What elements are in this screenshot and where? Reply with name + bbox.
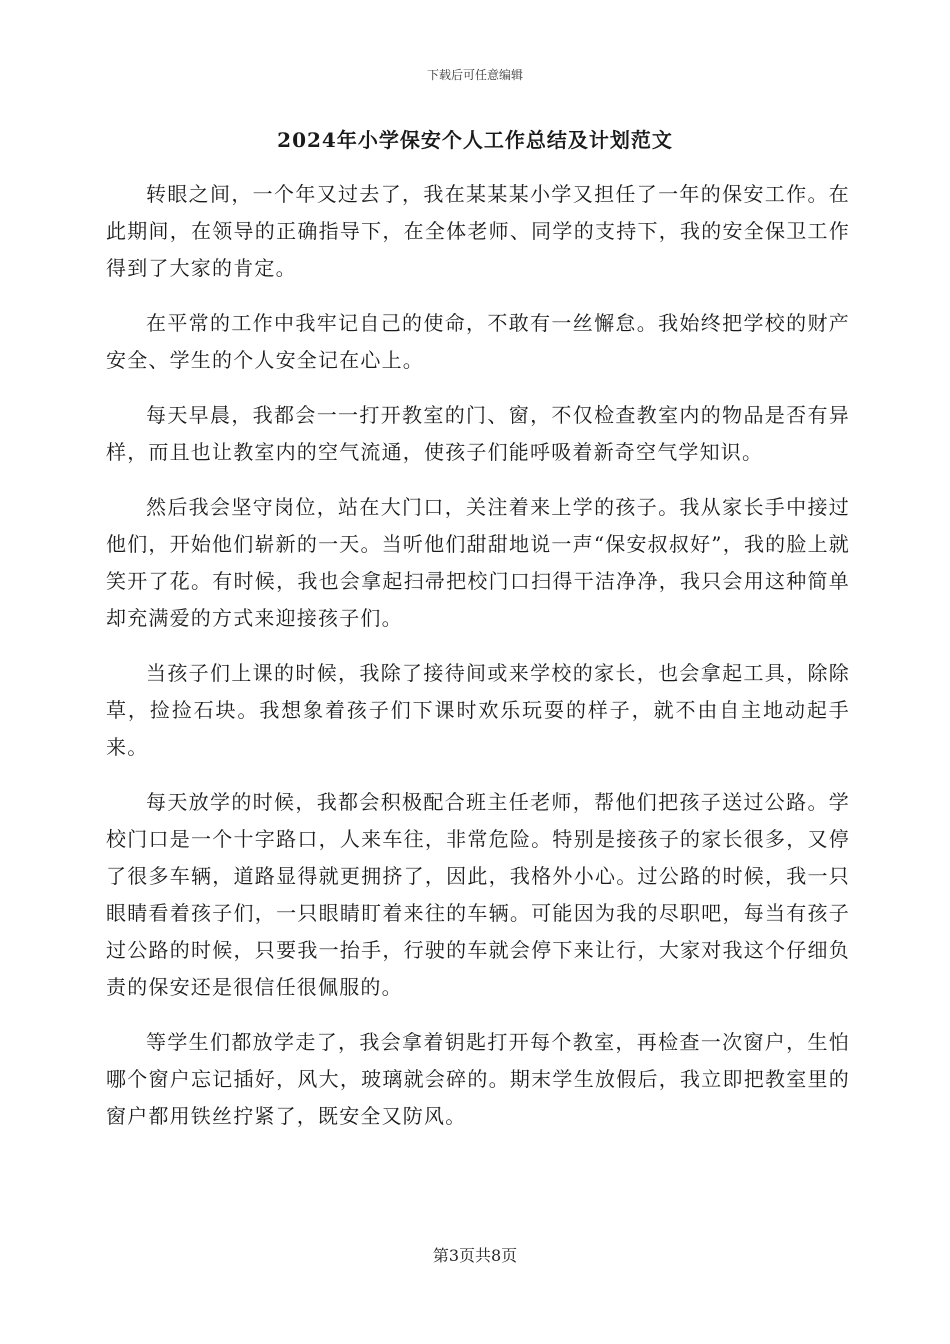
document-body [106, 176, 850, 1153]
paragraph: 然后我会坚守岗位，站在大门口，关注着来上学的孩子。我从家长手中接过他们，开始他们崭新的一天。当听他们甜甜地说一声“保安叔叔好”，我的脸上就笑开了花。有时候，我也会拿起扫帚把校门口扫得干洁净净，我只会用这种简单却充满爱的方式来迎接孩子们。 [106, 495, 850, 630]
header-note: 下载后可任意编辑 [426, 68, 523, 82]
paragraph: 在平常的工作中我牢记自己的使命，不敢有一丝懈怠。我始终把学校的财产安全、学生的个人安全记在心上。 [106, 311, 850, 372]
document-title: 2024年小学保安个人工作总结及计划范文 [277, 128, 673, 152]
paragraph: 每天早晨，我都会一一打开教室的门、窗，不仅检查教室内的物品是否有异样，而且也让教室内的空气流通，使孩子们能呼吸着新奇空气学知识。 [106, 403, 850, 464]
paragraph: 当孩子们上课的时候，我除了接待间或来学校的家长，也会拿起工具，除除草，捡捡石块。我想象着孩子们下课时欢乐玩耍的样子，就不由自主地动起手来。 [106, 661, 850, 759]
paragraph: 等学生们都放学走了，我会拿着钥匙打开每个教室，再检查一次窗户，生怕哪个窗户忘记插好，风大，玻璃就会碎的。期末学生放假后，我立即把教室里的窗户都用铁丝拧紧了，既安全又防风。 [106, 1030, 850, 1128]
paragraph: 每天放学的时候，我都会积极配合班主任老师，帮他们把孩子送过公路。学校门口是一个十字路口，人来车往，非常危险。特别是接孩子的家长很多，又停了很多车辆，道路显得就更拥挤了，因此，我格外小心。过公路的时候，我一只眼睛看着孩子们，一只眼睛盯着来往的车辆。可能因为我的尽职吧，每当有孩子过公路的时候，只要我一抬手，行驶的车就会停下来让行，大家对我这个仔细负责的保安还是很信任很佩服的。 [106, 790, 850, 999]
paragraph: 转眼之间，一个年又过去了，我在某某某小学又担任了一年的保安工作。在此期间，在领导的正确指导下，在全体老师、同学的支持下，我的安全保卫工作得到了大家的肯定。 [106, 182, 850, 280]
page-number-footer: 第3页共8页 [432, 1246, 518, 1265]
